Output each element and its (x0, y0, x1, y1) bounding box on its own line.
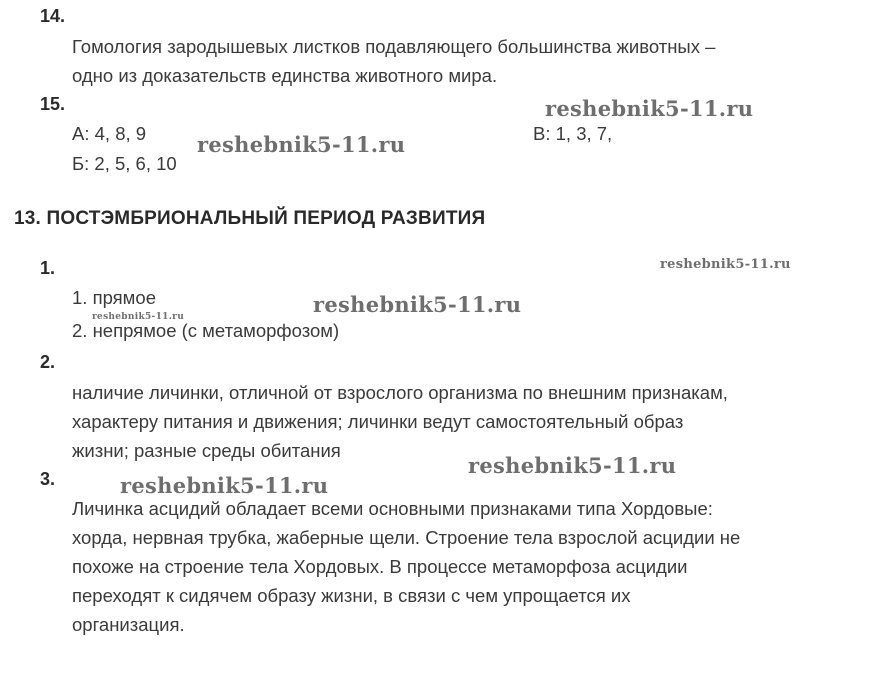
section-item-3-line-5: организация. (72, 614, 185, 635)
watermark: reshebnik5-11.ru (468, 453, 677, 478)
section-item-1-number: 1. (40, 258, 56, 278)
watermark: reshebnik5-11.ru (197, 132, 406, 157)
question-15-answer-b: Б: 2, 5, 6, 10 (72, 153, 177, 174)
section-item-2-number: 2. (40, 352, 56, 372)
watermark: reshebnik5-11.ru (660, 257, 791, 272)
watermark: reshebnik5-11.ru (313, 292, 522, 317)
question-15-answer-v: В: 1, 3, 7, (533, 123, 613, 144)
question-14-line-1: Гомология зародышевых листков подавляющего большинства животных – (72, 36, 716, 57)
watermark: reshebnik5-11.ru (545, 96, 754, 121)
section-item-2-line-3: жизни; разные среды обитания (72, 440, 341, 461)
question-15-answer-a: А: 4, 8, 9 (72, 123, 147, 144)
section-item-3-line-3: похоже на строение тела Хордовых. В процессе метаморфоза асцидии (72, 556, 688, 577)
section-item-3-number: 3. (40, 469, 56, 489)
watermark: reshebnik5-11.ru (92, 312, 185, 322)
question-14-line-2: одно из доказательств единства животного мира. (72, 65, 498, 86)
section-item-2-line-2: характеру питания и движения; личинки ведут самостоятельный образ (72, 411, 684, 432)
section-heading: 13. ПОСТЭМБРИОНАЛЬНЫЙ ПЕРИОД РАЗВИТИЯ (14, 208, 486, 229)
section-item-3-line-4: переходят к сидячем образу жизни, в связи с чем упрощается их (72, 585, 631, 606)
section-item-2-line-1: наличие личинки, отличной от взрослого организма по внешним признакам, (72, 382, 728, 403)
section-item-3-line-2: хорда, нервная трубка, жаберные щели. Строение тела взрослой асцидии не (72, 527, 741, 548)
section-item-1-line-1: 1. прямое (72, 287, 156, 308)
question-15-number: 15. (40, 94, 66, 114)
section-item-3-line-1: Личинка асцидий обладает всеми основными признаками типа Хордовые: (72, 498, 713, 519)
section-item-1-line-2: 2. непрямое (с метаморфозом) (72, 320, 340, 341)
question-14-number: 14. (40, 6, 66, 26)
watermark: reshebnik5-11.ru (120, 473, 329, 498)
